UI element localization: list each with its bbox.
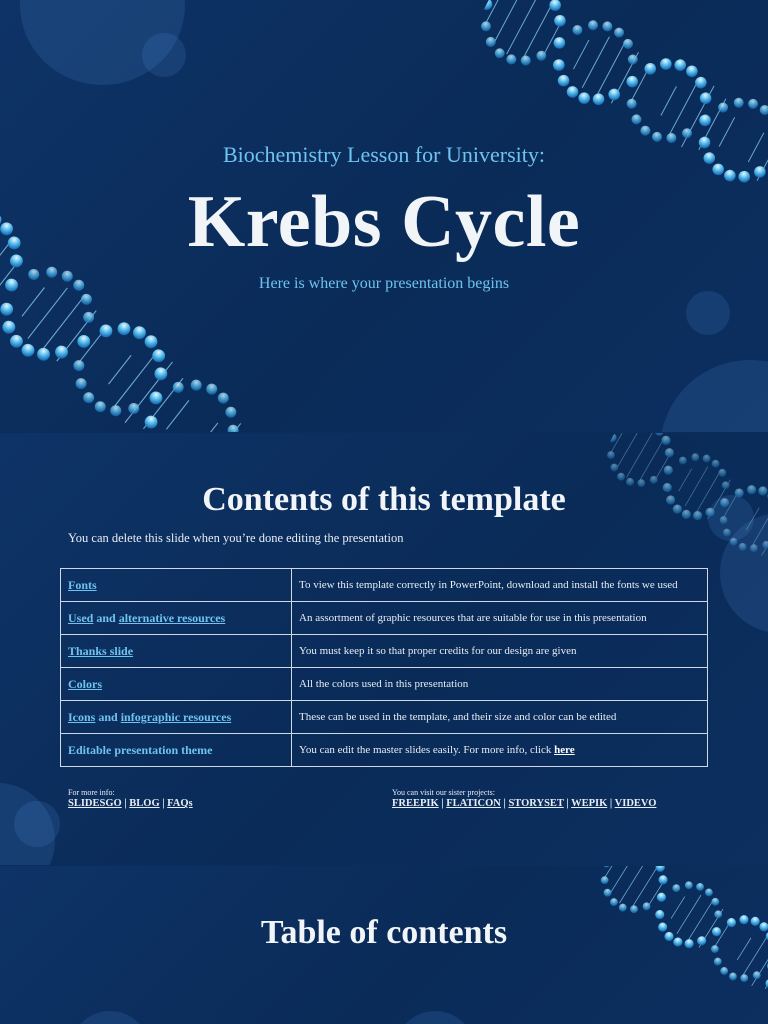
table-row (61, 668, 708, 701)
connector-text: and (96, 610, 116, 625)
presentation-title: Krebs Cycle (187, 181, 581, 263)
decor-bubble (14, 801, 60, 847)
row-description: You can edit the master slides easily. For more info, click (299, 744, 552, 756)
row-description: You must keep it so that proper credits for our design are given (292, 635, 708, 668)
freepik-link[interactable]: FREEPIK (392, 798, 439, 809)
wepik-link[interactable]: WEPIK (571, 798, 608, 809)
presentation-tagline: Here is where your presentation begins (258, 275, 510, 292)
table-row (61, 734, 708, 767)
row-description: All the colors used in this presentation (292, 668, 708, 701)
decor-bubble (395, 1011, 475, 1024)
storyset-link[interactable]: STORYSET (508, 798, 564, 809)
decor-bubble (660, 360, 768, 432)
footer-right: You can visit our sister projects: FREEPIK | FLATICON | STORYSET | WEPIK | VIDEVO (392, 788, 657, 809)
presentation-subtitle: Biochemistry Lesson for University: (222, 142, 545, 167)
footer-label: For more info: (68, 788, 115, 797)
decor-bubble (686, 291, 730, 335)
dna-helix-icon (463, 0, 768, 203)
decor-bubble (142, 33, 186, 77)
table-row (61, 569, 708, 602)
editable-theme-label: Editable presentation theme (68, 742, 213, 757)
fonts-link[interactable]: Fonts (68, 577, 97, 592)
title-slide (0, 0, 768, 432)
row-description: These can be used in the template, and their size and color can be edited (292, 701, 708, 734)
flaticon-link[interactable]: FLATICON (446, 798, 501, 809)
footer-left: For more info: SLIDESGO | BLOG | FAQs (68, 788, 193, 809)
footer-label: You can visit our sister projects: (392, 788, 495, 797)
slide-note: You can delete this slide when you’re done editing the presentation (68, 531, 404, 545)
used-resources-link[interactable]: Used (68, 610, 94, 625)
videvo-link[interactable]: VIDEVO (614, 798, 657, 809)
icons-link[interactable]: Icons (68, 709, 96, 724)
here-link[interactable]: here (554, 744, 575, 756)
row-description: An assortment of graphic resources that are suitable for use in this presentation (292, 602, 708, 635)
table-row (61, 602, 708, 635)
table-row (61, 635, 708, 668)
slide-title: Table of contents (260, 914, 508, 951)
decor-bubble (70, 1011, 150, 1024)
toc-slide (0, 866, 768, 1024)
row-description: To view this template correctly in PowerPoint, download and install the fonts we used (292, 569, 708, 602)
infographic-resources-link[interactable]: infographic resources (120, 709, 232, 724)
colors-link[interactable]: Colors (68, 676, 102, 691)
faqs-link[interactable]: FAQs (167, 798, 193, 809)
connector-text: and (98, 709, 118, 724)
resources-table (60, 568, 708, 767)
thanks-slide-link[interactable]: Thanks slide (68, 643, 134, 658)
table-row (61, 701, 708, 734)
slidesgo-link[interactable]: SLIDESGO (68, 798, 122, 809)
blog-link[interactable]: BLOG (129, 798, 160, 809)
contents-slide (0, 433, 768, 865)
alternative-resources-link[interactable]: alternative resources (118, 610, 226, 625)
slide-title: Contents of this template (202, 481, 566, 518)
